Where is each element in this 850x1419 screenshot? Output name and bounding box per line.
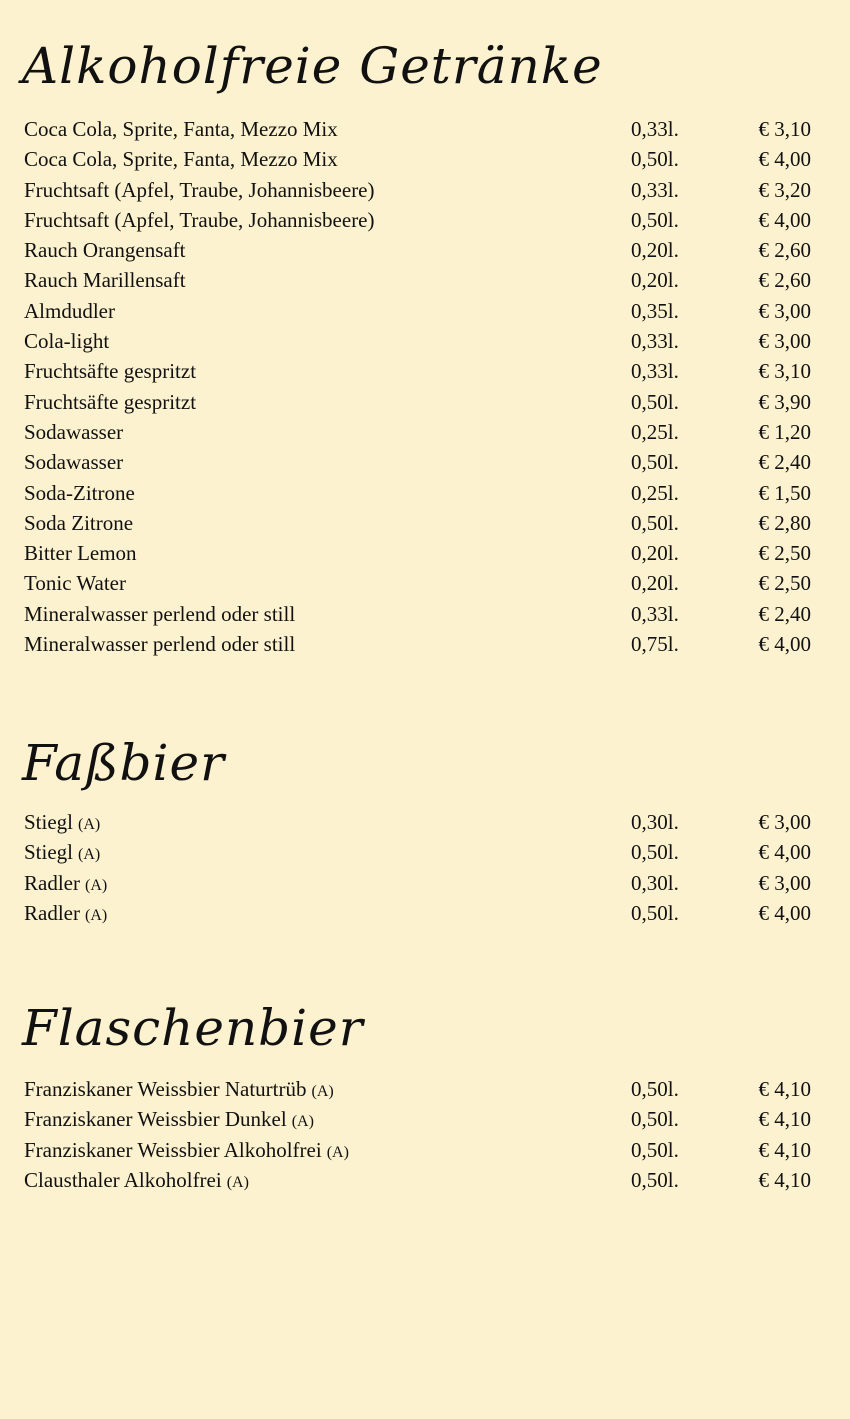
menu-item xyxy=(0,478,850,508)
item-name xyxy=(24,807,100,840)
item-price: € 2,50 xyxy=(758,571,811,596)
menu-item xyxy=(0,1074,850,1104)
item-name: Fruchtsäfte gespritzt xyxy=(24,389,197,414)
item-price: € 4,10 xyxy=(758,1137,811,1162)
item-name xyxy=(24,1165,249,1198)
item-price: € 4,00 xyxy=(758,632,811,657)
menu-item xyxy=(0,538,850,568)
item-size: 0,75l. xyxy=(631,632,679,657)
menu-item xyxy=(0,356,850,386)
item-name: Tonic Water xyxy=(24,571,126,596)
item-size: 0,50l. xyxy=(631,147,679,172)
section-title: Faßbier xyxy=(22,734,225,792)
item-size: 0,30l. xyxy=(631,870,679,895)
item-price: € 4,00 xyxy=(758,900,811,925)
item-name: Fruchtsaft (Apfel, Traube, Johannisbeere) xyxy=(24,177,375,202)
item-price: € 3,00 xyxy=(758,298,811,323)
allergen-note: (A) xyxy=(78,846,101,864)
allergen-note: (A) xyxy=(326,1143,349,1161)
allergen-note: (A) xyxy=(84,906,108,924)
item-price: € 1,20 xyxy=(758,419,811,444)
allergen-note: (A) xyxy=(84,876,108,894)
menu-item xyxy=(0,296,850,326)
item-price: € 3,00 xyxy=(758,870,811,895)
item-price: € 4,00 xyxy=(758,207,811,232)
item-price: € 2,80 xyxy=(758,510,811,535)
menu-item xyxy=(0,417,850,447)
item-price: € 4,00 xyxy=(758,147,811,172)
item-name: Sodawasser xyxy=(24,419,124,444)
item-name: Fruchtsäfte gespritzt xyxy=(24,359,197,384)
menu-item xyxy=(0,629,850,659)
section-title: Flaschenbier xyxy=(22,999,364,1057)
item-price: € 4,00 xyxy=(758,840,811,865)
item-price: € 2,50 xyxy=(758,541,811,566)
menu-item xyxy=(0,898,850,928)
item-name: Cola-light xyxy=(24,329,110,354)
item-size: 0,20l. xyxy=(631,541,679,566)
allergen-note: (A) xyxy=(226,1173,249,1191)
item-name xyxy=(24,868,107,901)
menu-item xyxy=(0,807,850,837)
menu-item xyxy=(0,175,850,205)
item-size: 0,33l. xyxy=(631,117,679,141)
menu-item xyxy=(0,599,850,629)
item-size: 0,50l. xyxy=(631,1167,679,1192)
item-price: € 3,00 xyxy=(758,810,811,834)
item-size: 0,20l. xyxy=(631,238,679,263)
item-size: 0,50l. xyxy=(631,840,679,865)
item-size: 0,50l. xyxy=(631,1107,679,1132)
item-size: 0,33l. xyxy=(631,359,679,384)
item-size: 0,50l. xyxy=(631,1137,679,1162)
menu-item xyxy=(0,868,850,898)
item-price: € 2,60 xyxy=(758,268,811,293)
item-name-text: Radler xyxy=(24,900,80,925)
item-name: Rauch Marillensaft xyxy=(24,268,186,293)
menu-item xyxy=(0,568,850,598)
item-name xyxy=(24,1135,349,1168)
item-name: Fruchtsaft (Apfel, Traube, Johannisbeere) xyxy=(24,207,375,232)
item-name: Mineralwasser perlend oder still xyxy=(24,601,296,626)
item-name-text: Radler xyxy=(24,870,80,895)
item-size: 0,20l. xyxy=(631,268,679,293)
item-name: Almdudler xyxy=(24,298,115,323)
item-price: € 4,10 xyxy=(758,1107,811,1132)
item-name xyxy=(24,898,107,931)
menu-item xyxy=(0,387,850,417)
allergen-note: (A) xyxy=(311,1083,334,1100)
item-price: € 2,60 xyxy=(758,238,811,263)
item-price: € 3,10 xyxy=(758,117,811,141)
item-price: € 2,40 xyxy=(758,601,811,626)
item-price: € 2,40 xyxy=(758,450,811,475)
section-title: Alkoholfreie Getränke xyxy=(22,37,603,95)
menu-list xyxy=(0,1074,850,1195)
item-name xyxy=(24,1104,314,1137)
menu-list xyxy=(0,807,850,928)
item-size: 0,33l. xyxy=(631,177,679,202)
item-name: Mineralwasser perlend oder still xyxy=(24,632,296,657)
menu-item xyxy=(0,447,850,477)
item-name-text: Clausthaler Alkoholfrei xyxy=(24,1167,222,1192)
item-name xyxy=(24,837,100,870)
allergen-note: (A) xyxy=(291,1113,314,1131)
item-size: 0,50l. xyxy=(631,207,679,232)
item-size: 0,50l. xyxy=(631,389,679,414)
item-name: Sodawasser xyxy=(24,450,124,475)
menu-item xyxy=(0,144,850,174)
item-size: 0,50l. xyxy=(631,900,679,925)
item-price: € 3,10 xyxy=(758,359,811,384)
menu-item xyxy=(0,837,850,867)
item-size: 0,50l. xyxy=(631,510,679,535)
item-price: € 4,10 xyxy=(758,1077,811,1101)
item-name-text: Franziskaner Weissbier Dunkel xyxy=(24,1107,287,1132)
item-size: 0,50l. xyxy=(631,450,679,475)
item-size: 0,30l. xyxy=(631,810,679,834)
item-name-text: Stiegl xyxy=(24,810,74,834)
item-name-text: Franziskaner Weissbier Naturtrüb xyxy=(24,1077,307,1101)
item-price: € 4,10 xyxy=(758,1167,811,1192)
menu-item xyxy=(0,508,850,538)
item-name: Coca Cola, Sprite, Fanta, Mezzo Mix xyxy=(24,117,338,141)
item-name xyxy=(24,1074,334,1107)
item-size: 0,35l. xyxy=(631,298,679,323)
item-name-text: Stiegl xyxy=(24,840,74,865)
item-name: Rauch Orangensaft xyxy=(24,238,186,263)
menu-list xyxy=(0,114,850,659)
item-size: 0,25l. xyxy=(631,419,679,444)
item-size: 0,33l. xyxy=(631,601,679,626)
menu-item xyxy=(0,326,850,356)
item-name: Coca Cola, Sprite, Fanta, Mezzo Mix xyxy=(24,147,338,172)
menu-item xyxy=(0,235,850,265)
item-name: Bitter Lemon xyxy=(24,541,137,566)
item-size: 0,20l. xyxy=(631,571,679,596)
menu-item xyxy=(0,1135,850,1165)
item-price: € 3,90 xyxy=(758,389,811,414)
menu-item xyxy=(0,1104,850,1134)
item-name-text: Franziskaner Weissbier Alkoholfrei xyxy=(24,1137,322,1162)
item-name: Soda-Zitrone xyxy=(24,480,135,505)
item-size: 0,50l. xyxy=(631,1077,679,1101)
item-price: € 1,50 xyxy=(758,480,811,505)
item-price: € 3,20 xyxy=(758,177,811,202)
item-size: 0,25l. xyxy=(631,480,679,505)
item-size: 0,33l. xyxy=(631,329,679,354)
allergen-note: (A) xyxy=(78,816,101,833)
menu-item xyxy=(0,265,850,295)
menu-item xyxy=(0,205,850,235)
item-name: Soda Zitrone xyxy=(24,510,134,535)
item-price: € 3,00 xyxy=(758,329,811,354)
menu-item xyxy=(0,114,850,144)
menu-item xyxy=(0,1165,850,1195)
